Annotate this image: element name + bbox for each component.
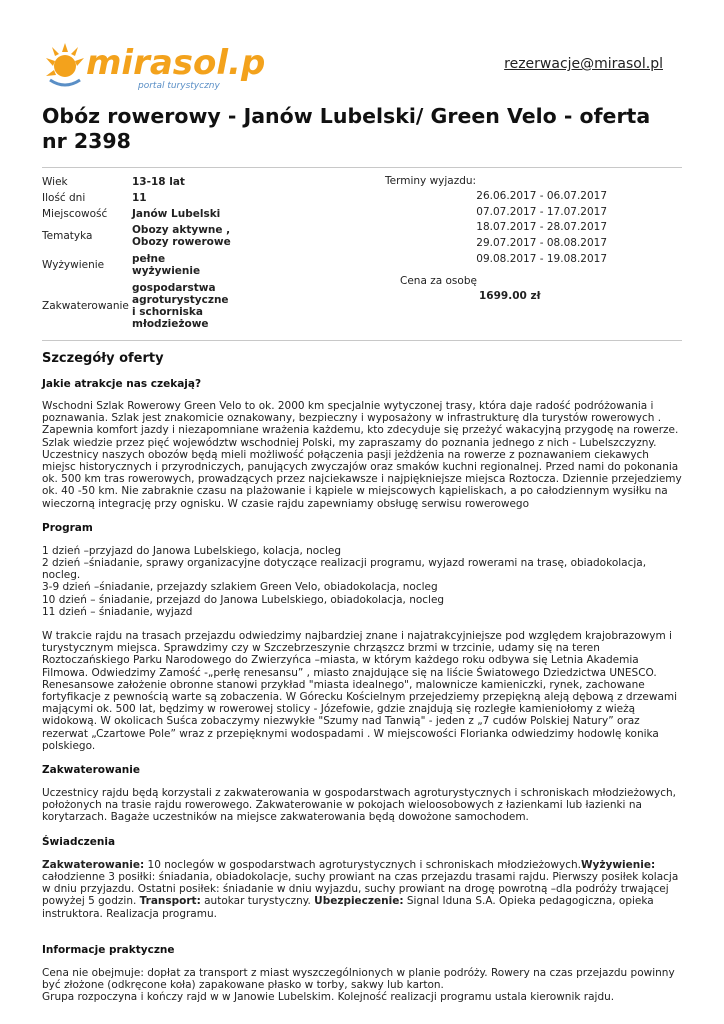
section-heading: Szczegóły oferty bbox=[42, 351, 164, 366]
services-value: 10 noclegów w gospodarstwach agroturystycznych i schroniskach młodzieżowych. bbox=[144, 858, 581, 871]
page-title: Obóz rowerowy - Janów Lubelski/ Green Velo - oferta nr 2398 bbox=[42, 104, 651, 153]
program-item: 1 dzień –przyjazd do Janowa Lubelskiego, kolacja, nocleg bbox=[42, 544, 342, 557]
services-value: całodzienne 3 posiłki: śniadania, obiadokolacje, suchy prowiant na czas przejazdu trasami rajdu. Pierwszy posiłek kolacja w dniu przyjazdu. Ostatni posiłek: śniadanie w dniu wyjazdu, suchy prowiant na drogę powrotną –dla podróży trwającej powyżej 5 godzin. bbox=[42, 870, 679, 908]
offer-specs bbox=[42, 174, 242, 332]
logo-tagline: portal turystyczny bbox=[138, 81, 220, 91]
spec-value: Janów Lubelski bbox=[132, 208, 221, 220]
spec-label: Zakwaterowanie bbox=[42, 300, 129, 312]
program-list bbox=[42, 545, 682, 618]
divider bbox=[42, 340, 682, 341]
offer-details bbox=[42, 350, 682, 1003]
info-heading: Informacje praktyczne bbox=[42, 943, 175, 956]
services-value: autokar turystyczny. bbox=[200, 895, 315, 908]
spec-value: gospodarstwa agroturystyczne i schorniska młodzieżowe bbox=[132, 282, 229, 330]
program-heading: Program bbox=[42, 521, 93, 534]
date-item: 29.07.2017 - 08.08.2017 bbox=[476, 237, 607, 250]
spec-row-location bbox=[42, 206, 242, 222]
route-text: W trakcie rajdu na trasach przejazdu odwiedzimy najbardziej znane i najatrakcyjniejsze pod względem krajobrazowym i turystycznym miejsca. Sprawdzimy czy w Szczebrzeszynie chrząszcz brzmi w trzcinie, udamy się na teren Roztoczańskiego Parku Narodowego do Zwierzyńca –miasta, w którym każdego roku odbywa się Letnia Akademia Filmowa. Odwiedzimy Zamość -„perłę renesansu” , miasto znajdujące się na liście Światowego Dziedzictwa UNESCO. Renesansowe założenie obronne stanowi przykład "miasta idealnego", malownicze kamieniczki, rynek, zachowane fortyfikacje z pewnością warte są zobaczenia. W Górecku Kościelnym przejedziemy przepiękną aleją dębową z drzewami mającymi ok. 500 lat, będzimy w rowerowej stolicy - Józefowie, gdzie znajdują się rozległe kamieniołomy z wieżą widokową. W okolicach Suśca zobaczymy niezwykłe "Szumy nad Tanwią" - jeden z „7 cudów Polskiej Natury” oraz rezerwat „Czartowe Pole” wraz z przepięknymi wodospadami . W miejscowości Florianka odwiedzimy hodowlę konika polskiego. bbox=[42, 630, 678, 752]
services-heading: Świadczenia bbox=[42, 835, 116, 848]
price-label: Cena za osobę bbox=[400, 275, 477, 287]
services-text bbox=[42, 859, 682, 920]
attractions-text: Wschodni Szlak Rowerowy Green Velo to ok. 2000 km specjalnie wytyczonej trasy, która daje radość podróżowania i poznawania. Szlak jest znakomicie oznakowany, bezpieczny i wyposażony w infrastrukturę dla turystów rowerowych . Zapewnia komfort jazdy i niezapomniane wrażenia każdemu, kto zdecyduje się przeżyć wakacyjną przygodę na rowerze. Szlak wiedzie przez pięć województw wschodniej Polski, my zapraszamy do poznania jednego z nich - Lubelszczyzny. Uczestnicy naszych obozów będą mieli możliwość połączenia pasji jeżdżenia na rowerze z poznawaniem ciekawych miejsc historycznych i przyrodniczych, panujących zwyczajów oraz smaków kuchni regionalnej. Przed nami do pokonania ok. 500 km tras rowerowych, prowadzących przez najciekawsze i najpiękniejsze miejsca Roztocza. Dziennie przejedziemy ok. 40 -50 km. Nie zabraknie czasu na plażowanie i kąpiele w miejscowych kąpieliskach, a po całodziennym wysiłku na wieczorną integrację przy ognisku. W czasie rajdu zapewniamy obsługę serwisu rowerowego bbox=[42, 400, 682, 510]
price-value: 1699.00 zł bbox=[479, 290, 541, 302]
date-item: 18.07.2017 - 28.07.2017 bbox=[476, 221, 607, 234]
sun-icon bbox=[42, 38, 264, 93]
program-item: 3-9 dzień –śniadanie, przejazdy szlakiem Green Velo, obiadokolacja, nocleg bbox=[42, 581, 438, 594]
date-item: 26.06.2017 - 06.07.2017 bbox=[476, 190, 607, 202]
info-line: Cena nie obejmuje: dopłat za transport z miast wyszczególnionych w planie podróży. Rowery na czas przejazdu powinny być złożone (odkręcone koła) zapakowane płasko w torby, sakwy lub karton. bbox=[42, 966, 675, 991]
services-label: Ubezpieczenie: bbox=[314, 895, 404, 908]
program-item: 11 dzień – śniadanie, wyjazd bbox=[42, 605, 193, 618]
accommodation-text: Uczestnicy rajdu będą korzystali z zakwaterowania w gospodarstwach agroturystycznych i schroniskach młodzieżowych, położonych na trasie rajdu rowerowego. Zakwaterowanie w pokojach wieloosobowych z łazienkami lub łazienki na korytarzach. Bagaże uczestników na miejsce zakwaterowania będą dowożone samochodem. bbox=[42, 787, 677, 824]
info-list bbox=[42, 967, 682, 1004]
accommodation-heading: Zakwaterowanie bbox=[42, 764, 140, 777]
attractions-heading: Jakie atrakcje nas czekają? bbox=[42, 378, 202, 390]
spec-label: Wyżywienie bbox=[42, 259, 105, 271]
spec-row-age bbox=[42, 174, 242, 190]
program-item: 2 dzień –śniadanie, sprawy organizacyjne dotyczące realizacji programu, wyjazd rowerami na trasę, obiadokolacja, nocleg. bbox=[42, 557, 647, 582]
spec-row-accommodation bbox=[42, 280, 242, 332]
spec-label: Wiek bbox=[42, 176, 68, 188]
divider bbox=[42, 167, 682, 168]
spec-label: Tematyka bbox=[42, 230, 93, 242]
date-item: 09.08.2017 - 19.08.2017 bbox=[476, 252, 607, 265]
spec-value: 13-18 lat bbox=[132, 176, 185, 188]
spec-row-food bbox=[42, 250, 242, 280]
spec-value: pełne wyżywienie bbox=[132, 253, 201, 277]
spec-label: Miejscowość bbox=[42, 208, 108, 220]
departure-dates bbox=[385, 175, 607, 267]
spec-row-days bbox=[42, 190, 242, 206]
terms-label: Terminy wyjazdu: bbox=[385, 175, 477, 187]
program-item: 10 dzień – śniadanie, przejazd do Janowa Lubelskiego, obiadokolacja, nocleg bbox=[42, 593, 445, 606]
info-line: Grupa rozpoczyna i kończy rajd w w Janowie Lubelskim. Kolejność realizacji programu ustala kierownik rajdu. bbox=[42, 991, 615, 1004]
spec-value: Obozy aktywne , Obozy rowerowe bbox=[132, 224, 231, 248]
spec-value: 11 bbox=[132, 192, 147, 204]
date-item: 07.07.2017 - 17.07.2017 bbox=[476, 205, 607, 218]
spec-row-theme bbox=[42, 222, 242, 250]
mirasol-logo[interactable] bbox=[42, 38, 264, 93]
services-label: Zakwaterowanie: bbox=[42, 858, 145, 871]
logo-text: mirasol.pl bbox=[86, 43, 264, 83]
services-value: Signal Iduna S.A. Opieka pedagogiczna, opieka instruktora. Realizacja programu. bbox=[42, 895, 654, 920]
services-label: Transport: bbox=[139, 895, 201, 908]
email-link[interactable]: rezerwacje@mirasol.pl bbox=[504, 56, 663, 72]
services-label: Wyżywienie: bbox=[580, 858, 656, 871]
spec-label: Ilość dni bbox=[42, 192, 86, 204]
